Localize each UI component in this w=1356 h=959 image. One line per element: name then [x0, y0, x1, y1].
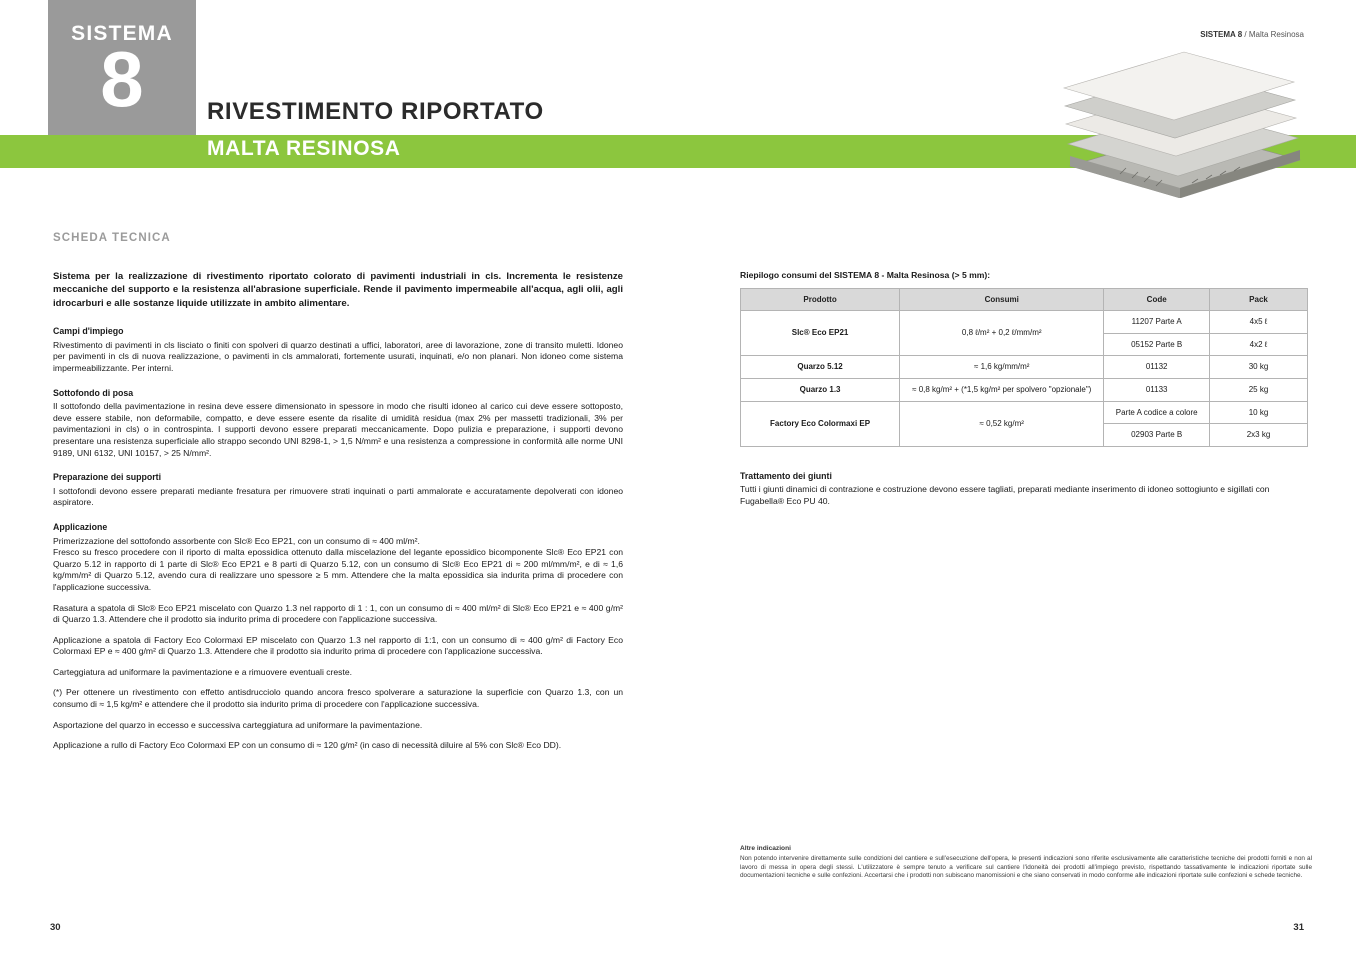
table-header-code: Code	[1104, 288, 1210, 311]
consumption-table	[740, 288, 1308, 447]
applicazione-paragraph-6: (*) Per ottenere un rivestimento con effetto antisdrucciolo quando ancora fresco spolverare a saturazione la superficie con Quarzo 1.3, con un consumo di ≈ 1,5 kg/m² e attendere che il prodotto sia indurito prima di procedere con l'applicazione successiva.	[53, 687, 623, 710]
page-subtitle: MALTA RESINOSA	[207, 137, 401, 160]
page-number-right: 31	[1293, 922, 1304, 933]
cell-consumi-4: ≈ 0,52 kg/m²	[900, 401, 1104, 446]
cell-code-3: 01133	[1104, 378, 1210, 401]
applicazione-paragraph-8: Applicazione a rullo di Factory Eco Colormaxi EP con un consumo di ≈ 120 g/m² (in caso di necessità diluire al 5% con Slc® Eco DD).	[53, 740, 562, 751]
table-header-prodotto: Prodotto	[741, 288, 900, 311]
altre-indicazioni-text: Non potendo intervenire direttamente sulle condizioni del cantiere e sull'esecuzione dell'opera, le presenti indicazioni sono riferite esclusivamente alle caratteristiche tecniche dei prodotti forniti e non al lavoro di messa in opera degli stessi. L'utilizzatore è sempre tenuto a verificare sul cantiere l'idoneità dei prodotti all'impiego previsto, rispettando tassativamente le indicazioni riportate sulle documentazioni tecniche e sulle confezioni. Accertarsi che i prodotti non subiscano manomissioni e che siano conservati in modo conforme alle indicazioni riportate sulle confezioni e schede tecniche.	[740, 855, 1312, 880]
cell-code-1a: 11207 Parte A	[1104, 311, 1210, 334]
section-heading-giunti: Trattamento dei giunti	[740, 470, 832, 481]
right-column	[740, 270, 1308, 517]
section-heading-applicazione: Applicazione	[53, 521, 108, 532]
running-head	[1200, 30, 1304, 39]
cell-pack-2: 30 kg	[1210, 356, 1308, 379]
table-row	[741, 401, 1308, 424]
left-text-column	[53, 270, 623, 761]
table-header-pack: Pack	[1210, 288, 1308, 311]
running-head-system: SISTEMA 8	[1200, 30, 1243, 39]
applicazione-paragraph-5: Carteggiatura ad uniformare la pavimentazione e a rimuovere eventuali creste.	[53, 666, 353, 677]
page-number-left: 30	[50, 922, 61, 933]
section-heading-campi-impiego: Campi d'impiego	[53, 326, 124, 337]
cell-pack-4a: 10 kg	[1210, 401, 1308, 424]
altre-indicazioni-heading: Altre indicazioni	[740, 845, 791, 852]
sistema-badge	[48, 0, 196, 135]
cell-pack-1b: 4x2 ℓ	[1210, 333, 1308, 356]
cell-pack-4b: 2x3 kg	[1210, 424, 1308, 447]
cell-consumi-2: ≈ 1,6 kg/mm/m²	[900, 356, 1104, 379]
cell-pack-3: 25 kg	[1210, 378, 1308, 401]
intro-paragraph: Sistema per la realizzazione di rivestimento riportato colorato di pavimenti industriali in cls. Incrementa le resistenze meccaniche del supporto e la resistenza all'abrasione superficiale. Rende il pavimento impermeabile all'acqua, agli olii, agli idrocarburi e alle sostanze liquide utilizzate in ambito alimentare.	[53, 271, 623, 309]
cell-code-1b: 05152 Parte B	[1104, 333, 1210, 356]
section-text-preparazione: I sottofondi devono essere preparati mediante fresatura per rimuovere strati inquinati o parti ammalorate e accuratamente depolverati con idoneo aspiratore.	[53, 485, 623, 508]
cell-code-2: 01132	[1104, 356, 1210, 379]
cell-pack-1a: 4x5 ℓ	[1210, 311, 1308, 334]
applicazione-paragraph-7: Asportazione del quarzo in eccesso e successiva carteggiatura ad uniformare la pavimentazione.	[53, 719, 423, 730]
running-head-name: / Malta Resinosa	[1242, 30, 1304, 39]
cell-consumi-3: ≈ 0,8 kg/m² + (*1,5 kg/m² per spolvero "opzionale")	[900, 378, 1104, 401]
applicazione-paragraph-2: Fresco su fresco procedere con il riporto di malta epossidica ottenuto dalla miscelazione del legante epossidico bicomponente Slc® Eco EP21 con Quarzo 5.12 in rapporto di 1 parte di Slc® Eco EP21 e 8 parti di Quarzo 5.12, con un consumo di Slc® Eco EP21 di ≈ 200 ml/mm/m², e di ≈ 1,6 kg/mm/m² di Quarzo 5.12, avendo cura di realizzare uno spessore ≥ 5 mm. Attendere che la malta epossidica sia indurita prima di procedere con l'applicazione successiva.	[53, 547, 623, 592]
consumption-table-caption: Riepilogo consumi del SISTEMA 8 - Malta Resinosa (> 5 mm):	[740, 270, 991, 280]
table-header-row	[741, 288, 1308, 311]
section-text-giunti: Tutti i giunti dinamici di contrazione e costruzione devono essere tagliati, preparati mediante inserimento di idoneo sottogiunto e sigillati con Fugabella® Eco PU 40.	[740, 484, 1270, 506]
altre-indicazioni-block	[740, 845, 1312, 881]
sistema-word: SISTEMA	[71, 22, 173, 45]
applicazione-paragraph-4: Applicazione a spatola di Factory Eco Colormaxi EP miscelato con Quarzo 1.3 nel rapporto di 1:1, con un consumo di ≈ 400 g/m² di Factory Eco Colormaxi EP e ≈ 400 g/m² di Quarzo 1.3. Attendere che il prodotto sia indurito prima di procedere con l'applicazione successiva.	[53, 634, 623, 657]
sistema-number: 8	[100, 35, 144, 123]
table-row	[741, 311, 1308, 334]
section-text-sottofondo: Il sottofondo della pavimentazione in resina deve essere dimensionato in spessore in modo che risulti idoneo al carico cui deve essere sottoposto, deve essere stabile, non deformabile, compatto, e deve essere esente da risalite di umidità residua (max 2% per massetti tradizionali, 3% per pavimentazioni in cls) o in controspinta. I supporti devono essere preparati meccanicamente. Dopo pulizia e preparazione, i supporti devono presentare una resistenza superficiale allo strappo secondo UNI 8298-1, > 1,5 N/mm² e una resistenza a compressione in conformità alle norme UNI 9189, UNI 6132, UNI 10157, > 25 N/mm².	[53, 401, 623, 458]
giunti-section	[740, 471, 1308, 508]
cell-prodotto-4: Factory Eco Colormaxi EP	[741, 401, 900, 446]
page-title: RIVESTIMENTO RIPORTATO	[207, 98, 544, 125]
cell-prodotto-3: Quarzo 1.3	[741, 378, 900, 401]
cell-code-4b: 02903 Parte B	[1104, 424, 1210, 447]
cell-prodotto-2: Quarzo 5.12	[741, 356, 900, 379]
cell-prodotto-1: Slc® Eco EP21	[741, 311, 900, 356]
cell-consumi-1: 0,8 ℓ/m² + 0,2 ℓ/mm/m²	[900, 311, 1104, 356]
applicazione-paragraph-1: Primerizzazione del sottofondo assorbente con Slc® Eco EP21, con un consumo di ≈ 400 ml/m².	[53, 535, 420, 546]
section-text-campi-impiego: Rivestimento di pavimenti in cls lisciato o finiti con spolveri di quarzo destinati a uffici, laboratori, aree di lavorazione, zone di transito muletti. Idoneo per pavimenti in cls di nuova realizzazione, o pavimenti in cls ammalorati, fortemente usurati, inquinati, e/o non planari. Non idoneo come sistema impermeabilizzante. Per interni.	[53, 339, 623, 373]
scheda-tecnica-label: SCHEDA TECNICA	[53, 232, 171, 244]
table-row	[741, 356, 1308, 379]
layer-stack-illustration	[1060, 48, 1310, 198]
table-row	[741, 378, 1308, 401]
section-heading-sottofondo: Sottofondo di posa	[53, 387, 134, 398]
applicazione-paragraph-3: Rasatura a spatola di Slc® Eco EP21 miscelato con Quarzo 1.3 nel rapporto di 1 : 1, con un consumo di ≈ 400 ml/m² di Slc® Eco EP21 e ≈ 400 g/m² di Quarzo 1.3. Attendere che il prodotto sia indurito prima di procedere con l'applicazione successiva.	[53, 602, 623, 625]
cell-code-4a: Parte A codice a colore	[1104, 401, 1210, 424]
section-heading-preparazione: Preparazione dei supporti	[53, 472, 162, 483]
table-header-consumi: Consumi	[900, 288, 1104, 311]
